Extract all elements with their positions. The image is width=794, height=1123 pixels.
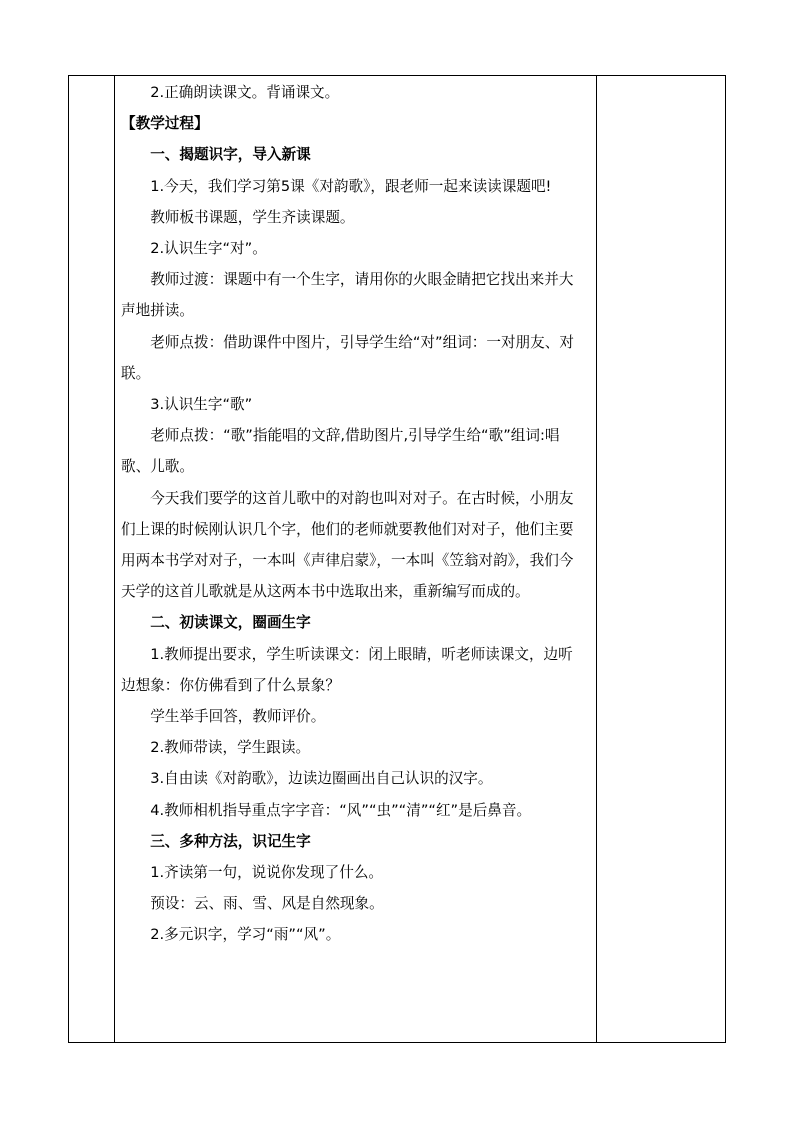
paragraph: 3.自由读《对韵歌》，边读边圈画出自己认识的汉字。 <box>150 770 493 788</box>
paragraph: 学生举手回答，教师评价。 <box>150 708 326 726</box>
paragraph: 2.多元识字，学习“雨”“风”。 <box>150 926 341 944</box>
step-2-heading: 二、初读课文，圈画生字 <box>150 614 311 632</box>
step-1-heading: 一、揭题识字，导入新课 <box>150 146 311 164</box>
paragraph: 预设：云、雨、雪、风是自然现象。 <box>150 895 384 913</box>
paragraph: 教师过渡：课题中有一个生字，请用你的火眼金睛把它找出来并大声地拼读。 <box>121 271 574 320</box>
column-divider-right <box>596 76 597 1042</box>
paragraph: 老师点拨：“歌”指能唱的文辞,借助图片,引导学生给“歌”组词:唱歌、儿歌。 <box>121 427 560 476</box>
lesson-content <box>113 75 595 951</box>
section-title-teaching-process: 【教学过程】 <box>121 115 209 133</box>
paragraph: 1.齐读第一句，说说你发现了什么。 <box>150 864 384 882</box>
paragraph: 老师点拨：借助课件中图片，引导学生给“对”组词：一对朋友、对联。 <box>121 333 574 382</box>
objective-2: 2.正确朗读课文。背诵课文。 <box>150 84 340 101</box>
step-3-heading: 三、多种方法，识记生字 <box>150 832 311 850</box>
paragraph: 2.认识生字“对”。 <box>150 240 267 258</box>
paragraph: 4.教师相机指导重点字字音：“风”“虫”“清”“红”是后鼻音。 <box>150 801 532 819</box>
paragraph: 2.教师带读，学生跟读。 <box>150 739 311 757</box>
paragraph: 3.认识生字“歌” <box>150 396 253 414</box>
paragraph: 1.今天，我们学习第5课《对韵歌》，跟老师一起来读读课题吧! <box>150 177 552 195</box>
paragraph: 教师板书课题，学生齐读课题。 <box>150 208 355 226</box>
paragraph: 今天我们要学的这首儿歌中的对韵也叫对对子。在古时候，小朋友们上课的时候刚认识几个字，他们的老师就要教他们对对子，他们主要用两本书学对对子，一本叫《声律启蒙》，一本叫《笠翁对韵》，我们今天学的这首儿歌就是从这两本书中选取出来，重新编写而成的。 <box>121 489 574 601</box>
paragraph: 1.教师提出要求，学生听读课文：闭上眼睛，听老师读课文，边听边想象：你仿佛看到了什么景象？ <box>121 645 573 694</box>
